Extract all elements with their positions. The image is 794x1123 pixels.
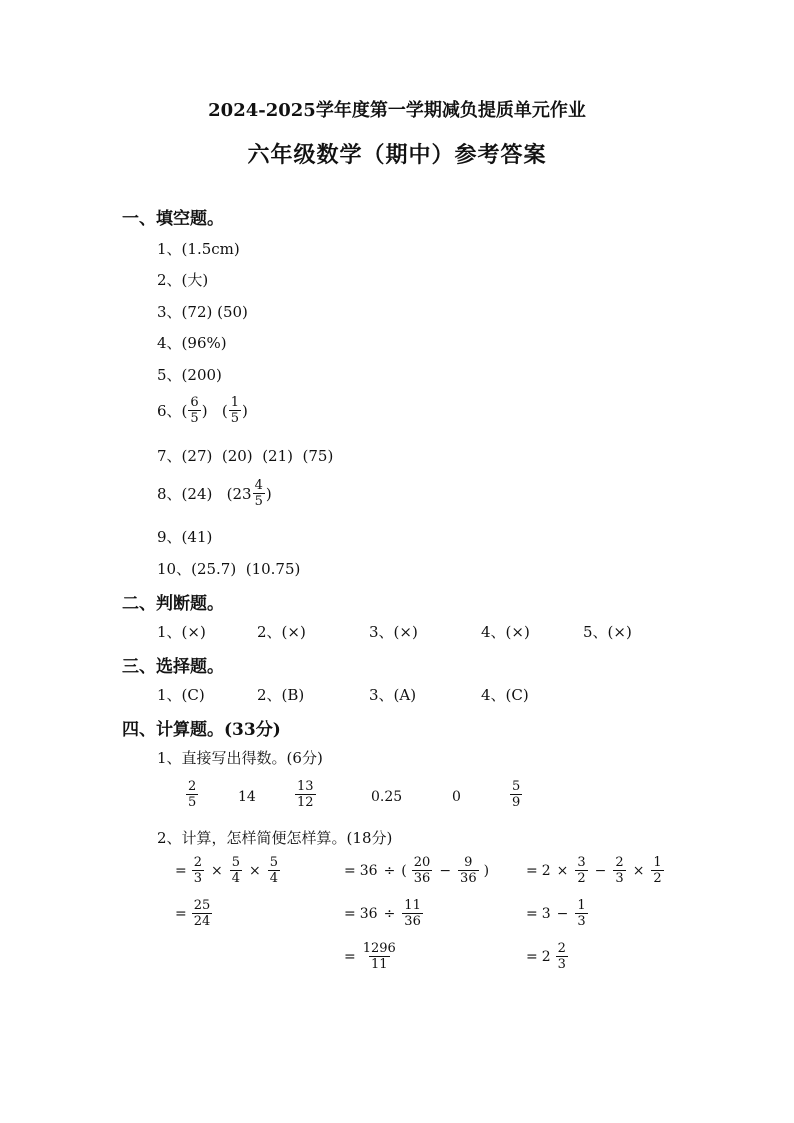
numerator: 1	[230, 395, 239, 410]
divide-sign: ÷	[383, 905, 396, 922]
calc3-step1	[526, 855, 665, 886]
divide-sign: ÷	[383, 862, 396, 879]
fraction	[268, 855, 280, 886]
equals-sign: =	[175, 862, 187, 879]
fraction	[295, 779, 316, 810]
equals-sign: =	[526, 862, 538, 879]
denominator: 12	[297, 795, 314, 810]
numerator: 1	[577, 898, 586, 913]
numerator: 2	[615, 855, 624, 870]
times-sign: ×	[249, 862, 261, 879]
fraction	[402, 898, 423, 929]
denominator: 9	[512, 795, 521, 810]
fill-answer-4: 4、(96%)	[157, 334, 227, 352]
section-3-heading: 三、选择题。	[122, 657, 224, 677]
direct-answer-2: 14	[238, 789, 256, 805]
denominator: 4	[231, 871, 241, 886]
numerator: 6	[190, 395, 199, 410]
numerator: 9	[464, 855, 473, 870]
calc-sub1-label: 1、直接写出得数。(6分)	[157, 749, 323, 767]
close-paren: )	[483, 862, 490, 879]
denominator: 5	[190, 411, 199, 426]
open-paren: (	[401, 862, 407, 879]
section-1-heading: 一、填空题。	[122, 209, 224, 229]
fill-answer-8	[157, 478, 272, 509]
fraction	[575, 855, 587, 886]
denominator: 3	[557, 957, 566, 972]
numerator: 2	[193, 855, 203, 870]
number: 36	[359, 905, 378, 922]
numerator: 11	[404, 898, 421, 913]
judge-answer-4: 4、(×)	[481, 623, 530, 641]
numerator: 25	[193, 898, 211, 913]
times-sign: ×	[556, 862, 569, 879]
fraction	[412, 855, 433, 886]
direct-answer-4: 0.25	[371, 789, 403, 805]
direct-answer-3	[294, 779, 317, 810]
answer-6-prefix: 6、(	[157, 402, 188, 420]
answer-8-suffix: )	[265, 484, 272, 503]
answer-8-prefix: 8、(24) (23	[157, 485, 252, 503]
choice-answer-3: 3、(A)	[369, 686, 417, 704]
choice-answer-2: 2、(B)	[257, 686, 305, 704]
denominator: 3	[193, 871, 203, 886]
denominator: 2	[653, 871, 662, 886]
judge-answer-5: 5、(×)	[583, 623, 632, 641]
denominator: 2	[577, 871, 586, 886]
fraction	[556, 941, 568, 972]
fraction	[361, 941, 398, 972]
times-sign: ×	[632, 862, 645, 879]
denominator: 24	[193, 914, 211, 929]
numerator: 2	[557, 941, 566, 956]
numerator: 4	[254, 478, 263, 493]
number: 3	[541, 905, 551, 922]
fraction	[458, 855, 479, 886]
document-subtitle: 六年级数学（期中）参考答案	[247, 142, 547, 168]
fraction	[186, 779, 198, 810]
equals-sign: =	[175, 905, 187, 922]
direct-answer-6	[509, 779, 523, 810]
fill-answer-10: 10、(25.7) (10.75)	[157, 560, 301, 578]
denominator: 5	[230, 411, 239, 426]
fill-answer-5: 5、(200)	[157, 366, 222, 384]
fill-answer-2: 2、(大)	[157, 271, 209, 289]
direct-answer-5: 0	[452, 789, 461, 805]
calc2-step1	[344, 855, 489, 886]
number: 2	[541, 862, 551, 879]
fill-answer-6	[157, 395, 248, 426]
times-sign: ×	[211, 862, 223, 879]
judge-answer-2: 2、(×)	[257, 623, 306, 641]
number: 2	[541, 948, 551, 965]
fraction	[188, 395, 200, 426]
fill-answer-9: 9、(41)	[157, 528, 213, 546]
calc2-step3	[344, 941, 399, 972]
number: 36	[359, 862, 378, 879]
equals-sign: =	[344, 862, 356, 879]
denominator: 36	[413, 871, 431, 886]
numerator: 2	[188, 779, 197, 794]
denominator: 3	[615, 871, 624, 886]
calc2-step2	[344, 898, 424, 929]
denominator: 5	[254, 494, 263, 509]
calc1-step1	[175, 855, 281, 886]
minus-sign: −	[556, 905, 569, 922]
fraction	[575, 898, 587, 929]
judge-answer-3: 3、(×)	[369, 623, 418, 641]
minus-sign: −	[594, 862, 607, 879]
numerator: 1296	[362, 941, 396, 956]
section-2-heading: 二、判断题。	[122, 594, 224, 614]
fraction	[651, 855, 663, 886]
equals-sign: =	[526, 905, 538, 922]
fill-answer-3: 3、(72) (50)	[157, 303, 248, 321]
denominator: 11	[371, 957, 388, 972]
equals-sign: =	[344, 905, 356, 922]
numerator: 5	[231, 855, 241, 870]
fraction	[229, 395, 241, 426]
answer-6-suffix: )	[241, 401, 248, 420]
numerator: 13	[297, 779, 314, 794]
calc3-step3	[526, 941, 569, 972]
fraction	[253, 478, 265, 509]
fraction	[230, 855, 242, 886]
numerator: 1	[653, 855, 662, 870]
denominator: 3	[577, 914, 586, 929]
denominator: 36	[404, 914, 421, 929]
answer-6-mid: ) (	[201, 401, 228, 420]
judge-answer-1: 1、(×)	[157, 623, 206, 641]
direct-answer-1	[185, 779, 199, 810]
choice-answer-1: 1、(C)	[157, 686, 205, 704]
denominator: 36	[460, 871, 477, 886]
equals-sign: =	[526, 948, 538, 965]
numerator: 5	[269, 855, 279, 870]
fill-answer-7: 7、(27) (20) (21) (75)	[157, 447, 334, 465]
fill-answer-1: 1、(1.5cm)	[157, 240, 240, 258]
fraction	[192, 855, 204, 886]
fraction	[613, 855, 625, 886]
fraction	[510, 779, 522, 810]
minus-sign: −	[439, 862, 452, 879]
calc-sub2-label: 2、计算，怎样简便怎样算。(18分)	[157, 829, 393, 847]
fraction	[192, 898, 213, 929]
equals-sign: =	[344, 948, 356, 965]
denominator: 4	[269, 871, 279, 886]
choice-answer-4: 4、(C)	[481, 686, 529, 704]
section-4-heading: 四、计算题。(33分)	[122, 720, 281, 740]
numerator: 20	[413, 855, 431, 870]
calc1-step2	[175, 898, 213, 929]
calc3-step2	[526, 898, 589, 929]
numerator: 5	[512, 779, 521, 794]
numerator: 3	[577, 855, 586, 870]
denominator: 5	[188, 795, 197, 810]
document-title: 2024-2025学年度第一学期减负提质单元作业	[208, 100, 586, 121]
